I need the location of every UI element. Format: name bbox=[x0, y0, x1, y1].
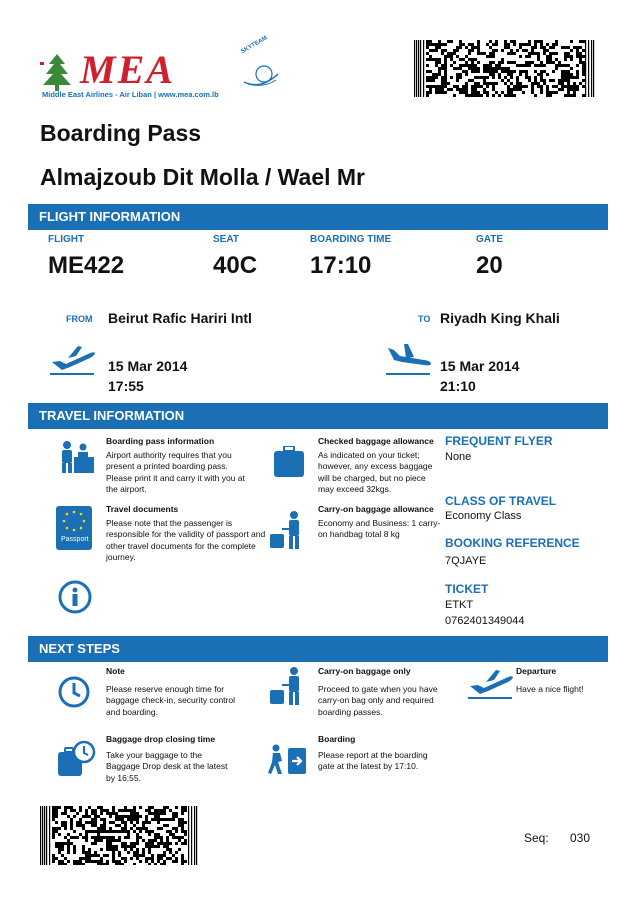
carry-on-only-title: Carry-on baggage only bbox=[318, 666, 411, 676]
bottom-barcode bbox=[40, 806, 198, 865]
boarding-time-label: BOARDING TIME bbox=[310, 234, 392, 245]
departure-plane-icon bbox=[48, 340, 98, 376]
travel-documents-title: Travel documents bbox=[106, 504, 179, 514]
brand-wordmark: MEA bbox=[80, 47, 175, 92]
seat-label: SEAT bbox=[213, 234, 239, 245]
passport-icon bbox=[56, 506, 92, 550]
brand-subtitle: Middle East Airlines - Air Liban | www.mea.com.lb bbox=[42, 90, 219, 99]
carry-on-only-text: Proceed to gate when you have carry-on bag only and required boarding passes. bbox=[318, 683, 438, 717]
flight-label: FLIGHT bbox=[48, 234, 85, 245]
frequent-flyer-label: FREQUENT FLYER bbox=[445, 434, 553, 448]
gate-label: GATE bbox=[476, 234, 504, 245]
departure-title: Departure bbox=[516, 666, 557, 676]
frequent-flyer-value: None bbox=[445, 451, 472, 463]
to-label: TO bbox=[418, 314, 431, 324]
booking-reference-value: 7QJAYE bbox=[445, 555, 487, 567]
gate-number: 20 bbox=[476, 252, 503, 279]
info-icon bbox=[58, 580, 92, 614]
ticket-type: ETKT bbox=[445, 599, 474, 611]
to-time: 21:10 bbox=[440, 378, 476, 394]
carry-on-only-step bbox=[318, 666, 438, 718]
checked-baggage bbox=[318, 436, 440, 496]
boarding-gate-icon bbox=[268, 744, 308, 776]
flight-information-header: FLIGHT INFORMATION bbox=[28, 204, 608, 230]
boarding-step bbox=[318, 734, 438, 773]
suitcase-icon bbox=[272, 446, 306, 478]
page-title: Boarding Pass bbox=[40, 120, 202, 146]
ticket-number: 0762401349044 bbox=[445, 615, 525, 627]
next-steps-header: NEXT STEPS bbox=[28, 636, 608, 662]
skyteam-logo bbox=[236, 52, 286, 92]
carry-on-only-icon bbox=[268, 666, 308, 706]
clock-icon bbox=[58, 676, 90, 708]
boarding-time: 17:10 bbox=[310, 252, 372, 279]
arrival-plane-icon bbox=[384, 340, 434, 376]
note-title: Note bbox=[106, 666, 125, 676]
travel-information-header: TRAVEL INFORMATION bbox=[28, 403, 608, 429]
from-label: FROM bbox=[66, 314, 93, 324]
departure-step-plane-icon bbox=[466, 664, 516, 700]
top-barcode bbox=[414, 40, 595, 97]
boarding-pass-info-title: Boarding pass information bbox=[106, 436, 215, 446]
baggage-drop-clock-icon bbox=[56, 740, 96, 778]
boarding-text: Please report at the boarding gate at the latest by 17:10. bbox=[318, 749, 428, 771]
passport-label: Passport bbox=[61, 536, 89, 543]
checked-baggage-title: Checked baggage allowance bbox=[318, 436, 434, 446]
seq-label: Seq: bbox=[524, 831, 549, 845]
from-time: 17:55 bbox=[108, 378, 144, 394]
baggage-drop-text: Take your baggage to the Baggage Drop desk at the latest by 16:55. bbox=[106, 749, 228, 783]
travel-documents bbox=[106, 504, 266, 564]
note-text: Please reserve enough time for baggage check-in, security control and boarding. bbox=[106, 683, 235, 717]
boarding-title: Boarding bbox=[318, 734, 356, 744]
carry-on-traveler-icon bbox=[268, 510, 308, 550]
checked-baggage-text: As indicated on your ticket; however, any excess baggage will be charged, but no piece may exceed 32kgs. bbox=[318, 449, 433, 494]
boarding-pass-info-text: Airport authority requires that you present a printed boarding pass. Please print it and carry it with you at the airport. bbox=[106, 449, 245, 494]
class-of-travel-value: Economy Class bbox=[445, 510, 522, 522]
departure-text: Have a nice flight! bbox=[516, 683, 584, 694]
to-airport: Riyadh King Khali bbox=[440, 310, 560, 326]
baggage-drop-title: Baggage drop closing time bbox=[106, 734, 216, 744]
passenger-name: Almajzoub Dit Molla / Wael Mr bbox=[40, 164, 365, 190]
note-step bbox=[106, 666, 246, 718]
seat-number: 40C bbox=[213, 252, 258, 279]
boarding-pass-info bbox=[106, 436, 256, 496]
seq-value: 030 bbox=[570, 831, 591, 845]
departure-step bbox=[516, 666, 606, 695]
check-in-desk-icon bbox=[56, 440, 96, 474]
class-of-travel-label: CLASS OF TRAVEL bbox=[445, 494, 557, 508]
from-airport: Beirut Rafic Hariri Intl bbox=[108, 310, 252, 326]
carry-on-allowance-title: Carry-on baggage allowance bbox=[318, 504, 434, 514]
ticket-label: TICKET bbox=[445, 582, 489, 596]
skyteam-label: SKYTEAM bbox=[240, 35, 269, 56]
baggage-drop-step bbox=[106, 734, 236, 784]
booking-reference-label: BOOKING REFERENCE bbox=[445, 536, 580, 550]
carry-on-allowance-text: Economy and Business: 1 carry-on handbag total 8 kg bbox=[318, 517, 441, 539]
flight-number: ME422 bbox=[48, 252, 125, 279]
travel-documents-text: Please note that the passenger is responsible for the validity of passport and other travel documents for the complete journey. bbox=[106, 517, 266, 562]
from-date: 15 Mar 2014 bbox=[108, 358, 188, 374]
carry-on-allowance bbox=[318, 504, 443, 541]
to-date: 15 Mar 2014 bbox=[440, 358, 520, 374]
